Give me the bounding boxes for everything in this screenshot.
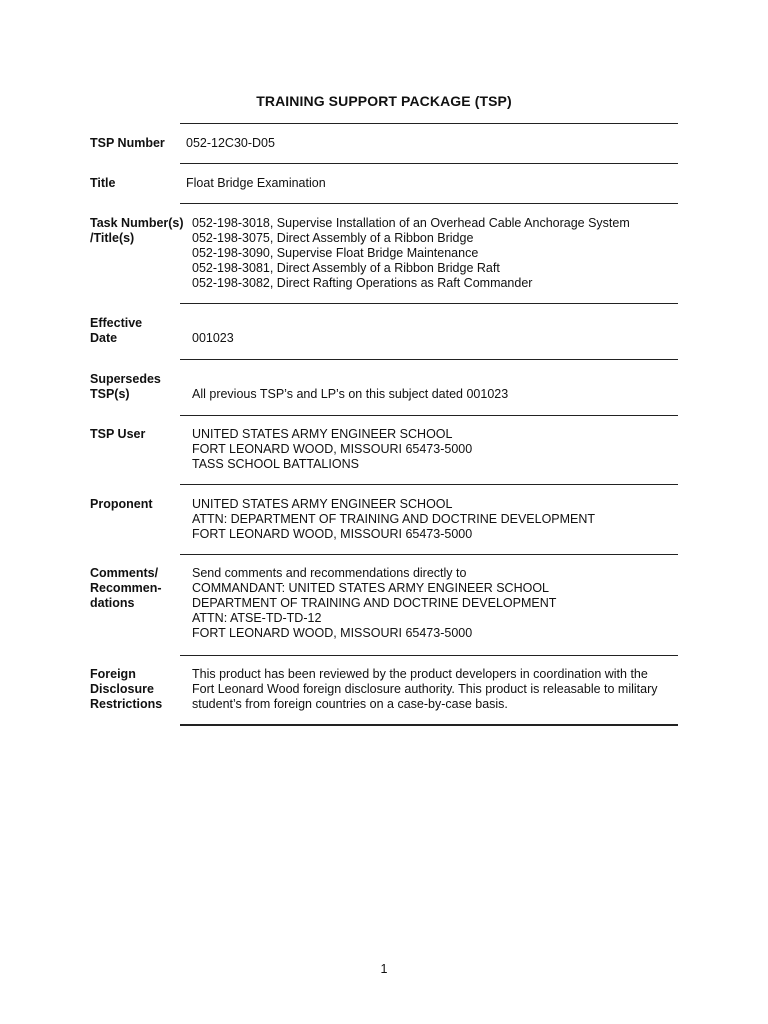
foreign-disclosure-label: [90, 667, 162, 712]
task-item: 052-198-3018, Supervise Installation of an Overhead Cable Anchorage System: [192, 216, 630, 230]
task-item: 052-198-3090, Supervise Float Bridge Maintenance: [192, 246, 479, 260]
task-item: 052-198-3075, Direct Assembly of a Ribbon Bridge: [192, 231, 474, 245]
task-numbers-label-line: Task Number(s): [90, 216, 184, 230]
comments-label-line: Recommen-: [90, 581, 162, 595]
comments-label-line: dations: [90, 596, 135, 610]
comments-line: FORT LEONARD WOOD, MISSOURI 65473-5000: [192, 626, 473, 640]
task-numbers-label-line: /Title(s): [90, 231, 135, 245]
divider: [180, 655, 678, 656]
comments-label-line: Comments/: [90, 566, 159, 580]
supersedes-label-line: Supersedes: [90, 372, 161, 386]
foreign-disclosure-label-line: Restrictions: [90, 697, 163, 711]
tsp-number-value: 052-12C30-D05: [186, 136, 275, 150]
comments-value: [192, 566, 556, 641]
foreign-disclosure-label-line: Disclosure: [90, 682, 154, 696]
divider: [180, 554, 678, 555]
divider: [180, 303, 678, 304]
tsp-user-line: TASS SCHOOL BATTALIONS: [192, 457, 359, 471]
effective-date-label-line: Effective: [90, 316, 143, 330]
proponent-label: Proponent: [90, 497, 153, 511]
proponent-value: [192, 497, 595, 542]
effective-date-label-line: Date: [90, 331, 118, 345]
tsp-user-line: UNITED STATES ARMY ENGINEER SCHOOL: [192, 427, 453, 441]
comments-line: COMMANDANT: UNITED STATES ARMY ENGINEER SCHOOL: [192, 581, 549, 595]
proponent-line: FORT LEONARD WOOD, MISSOURI 65473-5000: [192, 527, 473, 541]
divider: [180, 123, 678, 124]
task-list: [192, 216, 630, 291]
foreign-disclosure-text: This product has been reviewed by the product developers in coordination with the Fort Leonard Wood foreign disclosure authority. This product is releasable to military student’s from foreign countries on a case-by-case basis.: [192, 667, 658, 711]
comments-label: [90, 566, 162, 611]
tsp-user-line: FORT LEONARD WOOD, MISSOURI 65473-5000: [192, 442, 473, 456]
proponent-line: ATTN: DEPARTMENT OF TRAINING AND DOCTRINE DEVELOPMENT: [192, 512, 596, 526]
comments-line: ATTN: ATSE-TD-TD-12: [192, 611, 322, 625]
title-label: Title: [90, 176, 116, 190]
divider: [180, 484, 678, 485]
supersedes-value: All previous TSP’s and LP’s on this subject dated 001023: [192, 387, 509, 401]
foreign-disclosure-label-line: Foreign: [90, 667, 136, 681]
tsp-user-label: TSP User: [90, 427, 146, 441]
divider: [180, 359, 678, 360]
proponent-line: UNITED STATES ARMY ENGINEER SCHOOL: [192, 497, 453, 511]
divider: [180, 163, 678, 164]
title-value: Float Bridge Examination: [186, 176, 326, 190]
divider: [180, 203, 678, 204]
page-title: TRAINING SUPPORT PACKAGE (TSP): [256, 93, 512, 109]
supersedes-label-line: TSP(s): [90, 387, 130, 401]
task-item: 052-198-3082, Direct Rafting Operations as Raft Commander: [192, 276, 533, 290]
comments-line: DEPARTMENT OF TRAINING AND DOCTRINE DEVELOPMENT: [192, 596, 557, 610]
task-numbers-label: [90, 216, 184, 246]
page-number: 1: [380, 962, 388, 976]
divider: [180, 415, 678, 416]
divider-bottom: [180, 724, 678, 726]
effective-date-label: [90, 316, 142, 346]
tsp-number-label: TSP Number: [90, 136, 165, 150]
effective-date-value: 001023: [192, 331, 234, 345]
supersedes-label: [90, 372, 161, 402]
tsp-user-value: [192, 427, 472, 472]
comments-line: Send comments and recommendations directly to: [192, 566, 467, 580]
task-item: 052-198-3081, Direct Assembly of a Ribbon Bridge Raft: [192, 261, 500, 275]
